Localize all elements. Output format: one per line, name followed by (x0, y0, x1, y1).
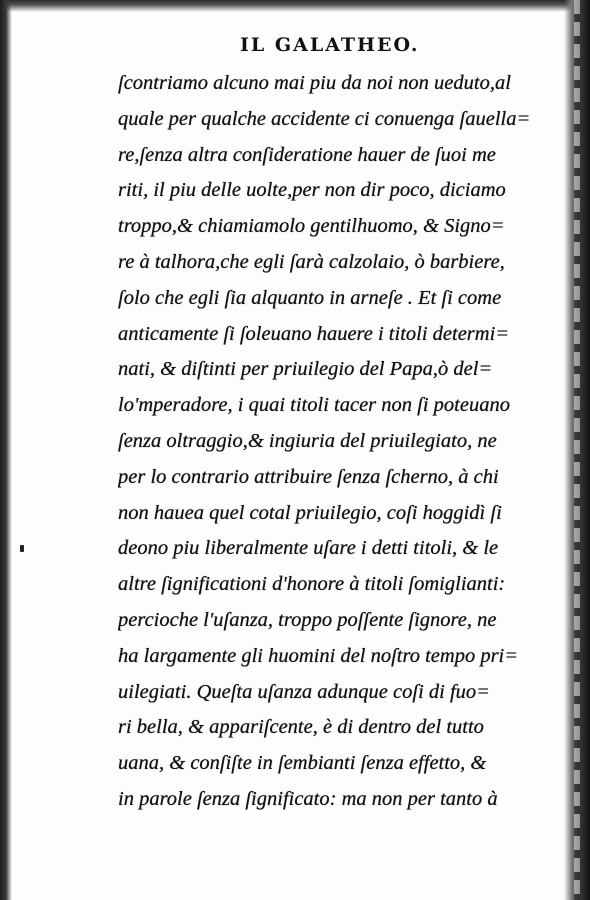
text-line: uilegiati. Queſta uſanza adunque coſi di fuo= (118, 680, 490, 703)
text-line: percioche l'uſanza, troppo poſſente ſignore, ne (118, 608, 497, 631)
text-line: anticamente ſi ſoleuano hauere i titoli determi= (118, 322, 510, 345)
text-line: ha largamente gli huomini del noſtro tempo pri= (118, 644, 519, 667)
text-line: uana, & conſiſte in ſembianti ſenza effetto, & (118, 752, 487, 775)
text-line: troppo,& chiamiamolo gentilhuomo, & Signo= (118, 215, 505, 238)
text-line: ſcontriamo alcuno mai piu da noi non ueduto,al (118, 72, 511, 94)
text-line: non hauea quel cotal priuilegio, coſi hoggidì ſi (118, 501, 502, 524)
text-line: altre ſignificationi d'honore à titoli ſomiglianti: (118, 573, 506, 596)
margin-ink-mark (20, 545, 24, 552)
page-top-shadow (0, 0, 590, 12)
text-line: re à talhora,che egli ſarà calzolaio, ò barbiere, (118, 250, 505, 273)
text-line: ſenza oltraggio,& ingiuria del priuilegiato, ne (118, 429, 497, 452)
page-left-shadow (0, 0, 12, 900)
text-line: riti, il piu delle uolte,per non dir poco, diciamo (118, 179, 506, 202)
text-line: nati, & diſtinti per priuilegio del Papa,ò del= (118, 358, 493, 381)
text-line: deono piu liberalmente uſare i detti titoli, & le (118, 537, 499, 560)
text-line: ri bella, & appariſcente, è di dentro del tutto (118, 716, 484, 739)
running-title: IL GALATHEO. (240, 34, 420, 56)
page-edge-streak (574, 0, 580, 900)
text-line: lo'mperadore, i quai titoli tacer non ſi poteuano (118, 394, 510, 417)
body-text (118, 66, 558, 818)
text-line: per lo contrario attribuire ſenza ſcherno, à chi (118, 465, 499, 488)
text-line: in parole ſenza ſignificato: ma non per tanto à (118, 787, 498, 810)
text-line: re,ſenza altra conſideratione hauer de ſuoi me (118, 143, 496, 166)
text-line: quale per qualche accidente ci conuenga ſauella= (118, 107, 531, 130)
text-line: ſolo che egli ſia alquanto in arneſe . Et ſi come (118, 286, 502, 309)
